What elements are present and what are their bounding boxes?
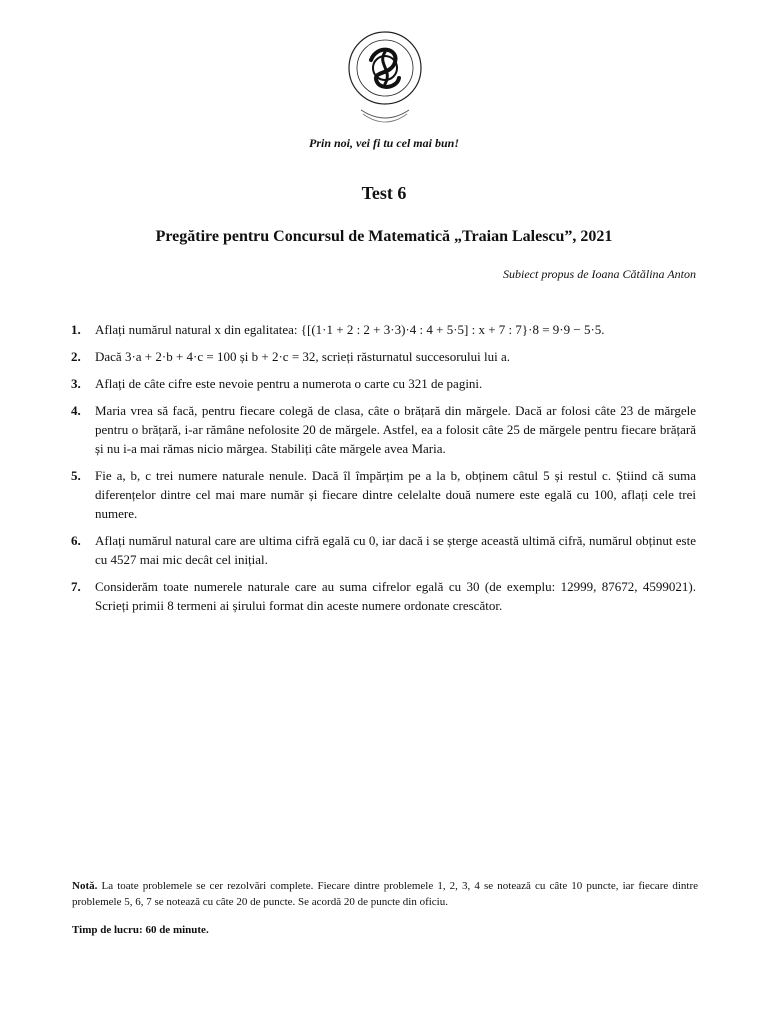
grading-note bbox=[72, 878, 698, 910]
problem-text: Dacă 3·a + 2·b + 4·c = 100 și b + 2·c = 32, scrieți răsturnatul succesorului lui a. bbox=[95, 349, 510, 364]
problem-number: 7. bbox=[71, 579, 81, 594]
problem-number: 1. bbox=[71, 322, 81, 337]
problem-number: 3. bbox=[71, 376, 81, 391]
time-limit: Timp de lucru: 60 de minute. bbox=[72, 924, 209, 936]
problem-text: Fie a, b, c trei numere naturale nenule. Dacă îl împărțim pe a la b, obținem câtul 5 și restul c. Știind că suma diferențelor dintre cel mai mare număr și fiecare dintre celelalte două numere este egală cu 100, aflați cele trei numere. bbox=[95, 468, 696, 521]
problem-text: Aflați numărul natural care are ultima cifră egală cu 0, iar dacă i se șterge această ultimă cifră, numărul obținut este cu 4527 mai mic decât cel inițial. bbox=[95, 533, 696, 567]
problem-item bbox=[71, 466, 696, 523]
motto: Prin noi, vei fi tu cel mai bun! bbox=[308, 136, 459, 150]
problem-number: 5. bbox=[71, 468, 81, 483]
problem-item bbox=[71, 347, 696, 366]
page-title: Test 6 bbox=[361, 183, 407, 203]
problem-item bbox=[71, 401, 696, 458]
school-logo bbox=[347, 30, 423, 134]
problem-text: Aflați de câte cifre este nevoie pentru a numerota o carte cu 321 de pagini. bbox=[95, 376, 483, 391]
problem-item bbox=[71, 320, 696, 339]
problem-text: Aflați numărul natural x din egalitatea: {[(1·1 + 2 : 2 + 3·3)·4 : 4 + 5·5] : x + 7 : 7}·8 = 9·9 − 5·5. bbox=[95, 322, 605, 337]
problem-list bbox=[71, 320, 696, 623]
problem-text: Maria vrea să facă, pentru fiecare colegă de clasa, câte o brățară din mărgele. Dacă ar folosi câte 23 de mărgele pentru o brățară, i-ar rămâne nefolosite 20 de mărgele. Astfel, ea a folosit câte 25 de mărgele pentru fiecare brățară și nu i-a mai rămas nicio mărgea. Stabiliți câte mărgele avea Maria. bbox=[95, 403, 696, 456]
note-text: La toate problemele se cer rezolvări complete. Fiecare dintre problemele 1, 2, 3, 4 se notează cu câte 10 puncte, iar fiecare dintre problemele 5, 6, 7 se notează cu câte 20 de puncte. Se acordă 20 de puncte din oficiu. bbox=[72, 880, 699, 908]
problem-number: 4. bbox=[71, 403, 81, 418]
problem-item bbox=[71, 531, 696, 569]
problem-text: Considerăm toate numerele naturale care au suma cifrelor egală cu 30 (de exemplu: 12999, 87672, 4599021). Scrieți primii 8 termeni ai șirului format din aceste numere ordonate crescător. bbox=[95, 579, 696, 613]
note-label: Notă. bbox=[72, 880, 98, 892]
problem-item bbox=[71, 374, 696, 393]
author-line: Subiect propus de Ioana Cătălina Anton bbox=[503, 267, 696, 281]
problem-number: 2. bbox=[71, 349, 81, 364]
page-subtitle: Pregătire pentru Concursul de Matematică „Traian Lalescu”, 2021 bbox=[155, 228, 613, 245]
problem-item bbox=[71, 577, 696, 615]
problem-number: 6. bbox=[71, 533, 81, 548]
